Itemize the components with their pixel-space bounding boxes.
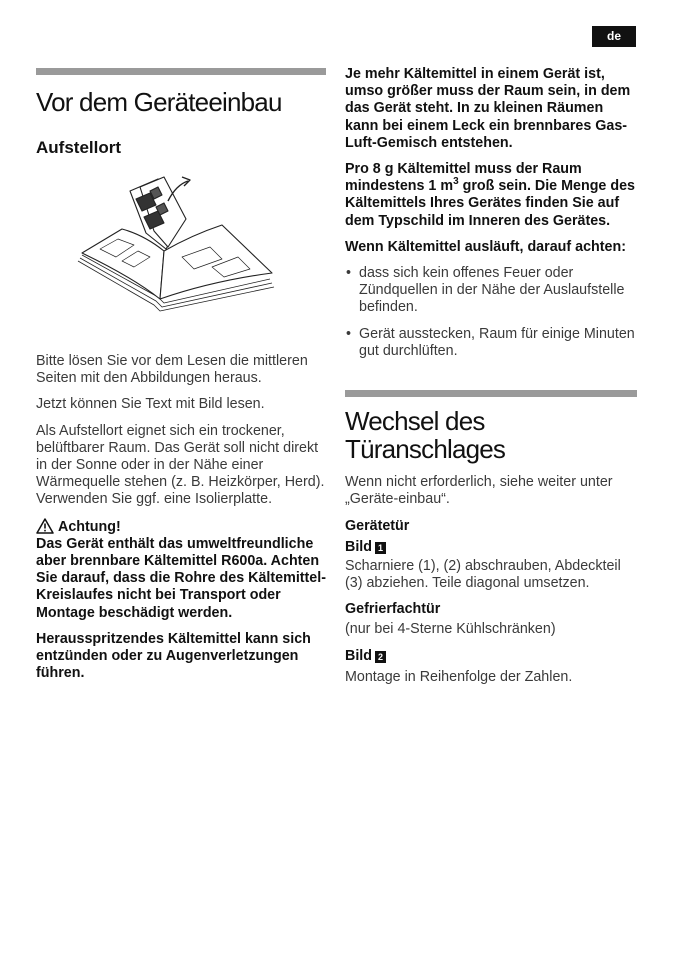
warning-title: Achtung! <box>58 518 121 535</box>
paragraph: Bitte lösen Sie vor dem Lesen die mittleren Seiten mit den Abbildungen heraus. <box>36 353 308 387</box>
subheading-aufstellort: Aufstellort <box>36 138 121 157</box>
warning-block <box>36 518 326 683</box>
paragraph: Je mehr Kältemittel in einem Gerät ist, umso größer muss der Raum sein, in dem das Gerät steht. In zu kleinen Räumen kann bei einem Leck ein brennbares Gas-Luft-Gemisch entstehen. <box>345 66 631 151</box>
figure-number-badge: 2 <box>375 651 386 663</box>
section-heading: Wechsel des Türanschlages <box>345 406 506 465</box>
paragraph: (nur bei 4-Sterne Kühlschränken) <box>345 621 556 638</box>
right-column <box>345 66 637 686</box>
section-rule <box>36 68 326 75</box>
paragraph: Pro 8 g Kältemittel muss der Raum mindestens 1 $m^3$ groß sein. Die Menge des Kältemittels Ihres Gerätes finden Sie auf dem Typschild im Inneren des Gerätes. <box>345 161 635 229</box>
section-rule <box>345 390 637 397</box>
warning-text-2: Herausspritzendes Kältemittel kann sich entzünden oder zu Augenverletzungen führen. <box>36 630 311 682</box>
paragraph: Als Aufstellort eignet sich ein trockener, belüftbarer Raum. Das Gerät soll nicht direkt in der Sonne oder in der Nähe einer Wärmequelle stehen (z. B. Heizkörper, Herd). Verwenden Sie ggf. eine Isolierplatte. <box>36 422 325 508</box>
paragraph: Montage in Reihenfolge der Zahlen. <box>345 668 573 685</box>
language-badge: de <box>592 26 636 47</box>
paragraph: Scharniere (1), (2) abschrauben, Abdeckteil (3) abziehen. Teile diagonal umsetzen. <box>345 557 621 592</box>
figure-number-badge: 1 <box>375 542 386 554</box>
paragraph: Wenn nicht erforderlich, siehe weiter unter „Geräte-einbau“. <box>345 474 613 508</box>
paragraph: Jetzt können Sie Text mit Bild lesen. <box>36 396 265 413</box>
left-column <box>36 68 326 682</box>
paragraph: Wenn Kältemittel ausläuft, darauf achten: <box>345 238 626 255</box>
subheading-gefrierfachtuer: Gefrierfachtür <box>345 601 441 618</box>
figure-ref-1: Bild 1 <box>345 539 637 556</box>
section-heading: Vor dem Geräteeinbau <box>36 87 282 117</box>
figure-ref-2: Bild 2 <box>345 648 637 665</box>
bullet-list <box>345 265 637 360</box>
open-book-illustration <box>72 173 282 315</box>
list-item: • Gerät ausstecken, Raum für einige Minuten gut durchlüften. <box>345 326 637 360</box>
warning-text: Das Gerät enthält das umweltfreundliche aber brennbare Kältemittel R600a. Achten Sie darauf, dass die Rohre des Kältemittel-Kreislaufes nicht bei Transport oder Montage beschädigt werden. <box>36 535 326 621</box>
list-item: • dass sich kein offenes Feuer oder Zündquellen in der Nähe der Auslaufstelle befinden. <box>345 265 637 317</box>
warning-triangle-icon <box>36 518 54 534</box>
subheading-geraetetuer: Gerätetür <box>345 518 410 535</box>
